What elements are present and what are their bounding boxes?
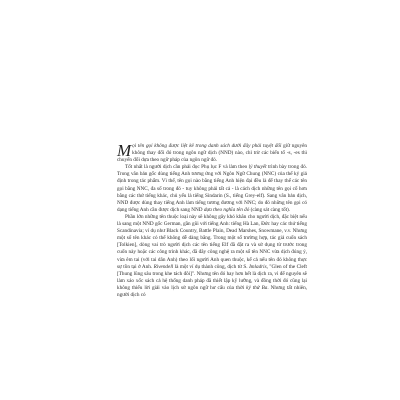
italic-text-segment: ọi tên gọi không được liệt kê trong danh sách dưới đây phải — [132, 143, 264, 149]
paragraph — [117, 140, 307, 164]
italic-text-segment: lý thuyết — [248, 164, 267, 171]
italic-text-segment: Imladris — [249, 263, 267, 270]
text-segment: giữ nguyên không thay đổi đó trong ngôn ngữ dịch (NND) nào, chỉ trừ các biến tố -s, -es thì chuyển đổi dựa theo ngữ pháp của ngôn ngữ đó. — [117, 143, 307, 164]
drop-cap: M — [117, 140, 132, 160]
text-segment: Phần lớn những tên thuộc loại này sẽ không gây khó khăn cho người dịch, đặc biệt nếu là sang một NND gốc German, gần gũi với tiếng Anh: tiếng Hà Lan, Đức hay các thứ tiếng Scandinavia; ví dụ như Black Country, Battle Plain, Dead Marshes, Snowmane, v.v. Nhưng một số tên khác có thể không dễ dàng bằng. Trong một số trường hợp, tác giả cuốn sách [Tolkien], dòng vai trò người dịch các tên tiếng Elf đã đặt ra và sử dụng từ trước trong cuốn này hoặc các công trình khác, đã đây công nghệ ra một số tên NNC vừa dịch đúng ý, vừa êm tai (với tai dân Anh) theo lối người Anh quen thuộc, kể cả nếu tên đó không thực sự tồn tại ở Anh. — [117, 213, 307, 270]
paragraph — [117, 164, 307, 214]
text-segment: , "Glen of the Cleft [Thung lũng sâu trong khe tách đôi]". Nhưng tên đó hay hơn hết là dịch ra, vì để nguyên sẽ làm xáo xốc sách cả hệ thống danh pháp đã thiết lập kỹ lưỡng, và đồng thời đó cũng lại không thiếu lời giải vào lịch sử ngôn ngữ hư cấu của thời — [117, 263, 308, 291]
text-segment: là một ví dụ thành công, dịch từ S. — [173, 263, 250, 270]
article-body — [117, 140, 308, 299]
italic-text-segment: tuyệt đối — [263, 143, 282, 149]
text-segment: Tốt nhất là người dịch cần phải đọc Phụ lục F và làm theo — [125, 164, 249, 171]
italic-text-segment: dựa theo nghĩa tên đó — [203, 206, 250, 213]
italic-text-segment: kỷ thứ Ba — [246, 284, 268, 291]
paragraph — [117, 214, 307, 299]
italic-text-segment: Rivendell — [153, 263, 174, 270]
text-segment: (càng sát càng tốt). — [249, 206, 291, 213]
text-segment: trình bày trong đó. Trong văn bản gốc dùng tiếng Anh tương ứng với Ngôn Ngữ Chung (NNC) của thế kỷ giả định trong tác phẩm. Vì thế, tên gọi nào bằng tiếng Anh hiện đại đều là để thay thế các tên gọi bằng NNC, đa số trong đó - tuy không phải tất cả - là cách dịch những tên gọi cổ hơn bằng các thứ tiếng khác, chủ yếu là tiếng Sindarin (S., tiếng Grey-elf). Sang văn bản dịch, NND được dùng thay tiếng Anh làm tiếng tương đương với NNC; do đó những tên gọi có dạng tiếng Anh cần được dịch sang NND — [117, 164, 307, 213]
text-segment: . Nhưng tất nhiên, người dịch có — [117, 284, 307, 298]
